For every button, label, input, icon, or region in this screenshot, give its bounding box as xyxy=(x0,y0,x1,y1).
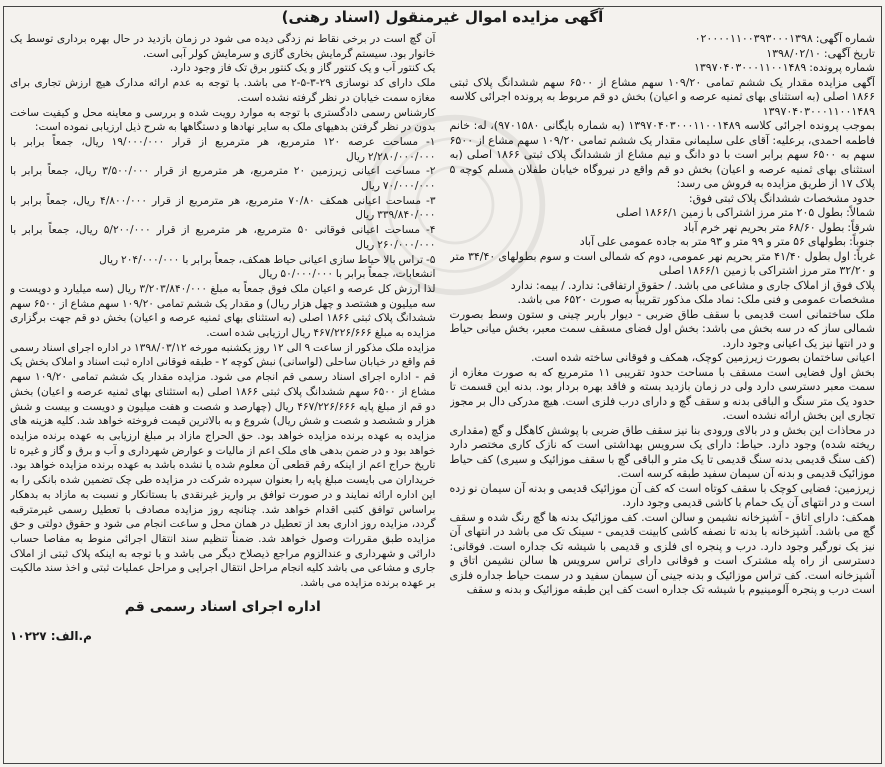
paragraph: بموجب پرونده اجرائی کلاسه ۱۳۹۷۰۴۰۳۰۰۰۱۱۰۰۱۴۸۹ (به شماره بایگانی ۹۷۰۱۵۸۰)، له: خانم فاطمه احمدی، برعلیه: آقای علی سلیمانی مقدار یک ششم تمامی ۱۰۹/۲۰ سهم مشاع از ۶۵۰۰ سهم به ۶۵۰۰ سهم برابر است با دو دانگ و نیم مشاع از ششدانگ پلاک ثبتی ۱۸۶۶ اصلی (به استثنای بهای ثمنیه عرصه و اعیان) بخش دو قم واقع در نیروگاه خیابان طفلان مسلم کوچه ۵ پلاک ۱۷ از طریق مزایده به فروش می رسد: xyxy=(449,119,875,190)
right-column xyxy=(450,32,876,759)
paragraph: بخش اول فضایی است مسقف با مساحت حدود تقریبی ۱۱ مترمربع که به صورت مغازه از سمت معبر دسترسی دارد ولی در زمان بازدید بسته و فاقد بهره بردار بود. بدنه این قسمت تا حدود یک متر سنگ و الباقی بدنه و سقف گچ و دارای درب فلزی است. هیچ مدرکی دال بر مجوز تجاری این بخش ارائه نشده است. xyxy=(449,365,875,422)
reference-number: م.الف: ۱۰۲۲۷ xyxy=(10,628,92,643)
valuation-item: ۲- مساحت اعیانی زیرزمین ۲۰ مترمربع، هر مترمربع از قرار ۳/۵۰۰/۰۰۰ ریال، جمعاً برابر با ۷۰/۰۰۰/۰۰۰ ریال xyxy=(10,165,436,193)
ad-date: تاریخ آگهی: ۱۳۹۸/۰۲/۱۰ xyxy=(766,46,875,60)
valuation-item: ۱- مساحت عرصه ۱۲۰ مترمربع، هر مترمربع از قرار ۱۹/۰۰۰/۰۰۰ ریال، جمعاً برابر با ۲/۲۸۰/۰۰۰/۰۰۰ ریال xyxy=(10,135,436,163)
paragraph: کارشناس رسمی دادگستری با توجه به موارد رویت شده و بررسی و معاینه محل و کیفیت ساخت بدون در نظر گرفتن بدهیهای ملک به سایر نهادها و دستگاهها به شرح ذیل ارزیابی نموده است: xyxy=(10,106,436,134)
left-column xyxy=(10,32,436,759)
paragraph: مشخصات عمومی و فنی ملک: نماد ملک مذکور تقریباً به صورت ۶۵۲۰ می باشد. xyxy=(517,293,875,306)
paragraph: آگهی مزایده مقدار یک ششم تمامی ۱۰۹/۲۰ سهم مشاع از ۶۵۰۰ سهم ششدانگ پلاک ثبتی ۱۸۶۶ اصلی (به استثنای بهای ثمنیه عرصه و اعیان) بخش دو قم مربوط به پرونده اجرائی کلاسه ۱۳۹۷۰۴۰۳۰۰۰۱۱۰۰۱۴۸۹ xyxy=(449,75,875,118)
valuation-item: انشعابات، جمعاً برابر با ۵۰/۰۰۰/۰۰۰ ریال xyxy=(258,268,436,281)
paragraph: شمالاً: بطول ۲۰۵ متر مرز اشتراکی با زمین ۱۸۶۶/۱ اصلی xyxy=(616,206,875,219)
paragraph: لذا ارزش کل عرصه و اعیان ملک فوق جمعاً به مبلغ ۳/۲۰۳/۸۴۰/۰۰۰ ریال (سه میلیارد و دویست و سه میلیون و هشتصد و چهل هزار ریال) و مقدار یک ششم تمامی ۱۰۹/۲۰ سهم مشاع از ۶۵۰۰ سهم ششدانگ پلاک ثبتی ۱۸۶۶ اصلی (به استثنای بهای ثمنیه عرصه و اعیان) بخش دو قم جهت برگزاری مزایده به مبلغ ۴۶۷/۲۲۶/۶۶۶ ریال ارزیابی شده است. xyxy=(10,282,436,340)
paragraph: غرباً: اول بطول ۴۱/۴۰ متر بحریم نهر عمومی، دوم که شمالی است و سوم بطولهای ۳۴/۴۰ متر و ۳۲/۲۰ متر مرز اشتراکی با زمین ۱۸۶۶/۱ اصلی xyxy=(449,249,875,277)
valuation-item: ۴- مساحت اعیانی فوقانی ۵۰ مترمربع، هر مترمربع از قرار ۵/۲۰۰/۰۰۰ ریال، جمعاً برابر با ۲۶۰/۰۰۰/۰۰۰ ریال xyxy=(10,224,436,251)
paragraph: جنوباً: بطولهای ۵۶ متر و ۹۹ متر و ۹۳ متر به جاده عمومی علی آباد xyxy=(579,235,875,248)
paragraph: ملک ساختمانی است قدیمی با سقف طاق ضربی - دیوار باربر چینی و ستون وسط بصورت شمالی ساز که در سه بخش می باشد: بخش اول فضای مسقف سمت معبر، بخش میانی حیاط و در انتها نیز یک اعیانی وجود دارد. xyxy=(449,307,875,350)
paragraph: حدود مشخصات ششدانگ پلاک ثبتی فوق: xyxy=(688,191,875,205)
paragraph: اعیانی ساختمان بصورت زیرزمین کوچک، همکف و فوقانی ساخته شده است. xyxy=(531,351,875,364)
paragraph: ملک دارای کد نوسازی ۲۹-۳-۵-۲ می باشد. با توجه به عدم ارائه مدارک هیچ ارزش تجاری برای مغازه سمت خیابان در نظر گرفته نشده است. xyxy=(10,77,436,104)
case-number: شماره پرونده: ۱۳۹۷۰۴۰۳۰۰۰۱۱۰۰۱۴۸۹ xyxy=(693,61,875,74)
paragraph: در محاذات این بخش و در بالای ورودی بنا نیز سقف طاق ضربی با پوشش کاهگل و گچ (مقداری ریخته شده) وجود دارد. حیاط: دارای یک سرویس بهداشتی است که نازک کاری مختصر دارد (کف سنگ قدیمی بدنه سنگ قدیمی تا یک متر و الباقی گچ با سقف موزائیک و سیری) کف حیاط موزائیک قدیمی و بدنه آن سیمان سفید طبقه کرسه است. xyxy=(449,423,875,480)
paragraph: پلاک فوق از املاک جاری و مشاعی می باشد. / حقوق ارتفاقی: ندارد. / بیمه: ندارد xyxy=(510,278,875,292)
valuation-item: ۵- تراس بالا حیاط سازی اعیانی حیاط همکف، جمعاً برابر با ۲۰۴/۰۰۰/۰۰۰ ریال xyxy=(99,253,436,266)
issuing-office: اداره اجرای اسناد رسمی قم xyxy=(124,598,321,615)
page-title: آگهی مزایده اموال غیرمنقول (اسناد رهنی) xyxy=(281,8,604,26)
paragraph: آن گچ است در برخی نقاط نم زدگی دیده می شود در زمان بازدید در حال بهره برداری توسط یک خانوار بود. سیستم گرمایش بخاری گازی و سرمایش کولر آبی است. xyxy=(10,33,436,60)
paragraph: یک کنتور آب و یک کنتور گاز و یک کنتور برق تک فاز وجود دارد. xyxy=(169,62,436,75)
paragraph: شرقاً: بطول ۶۸/۶۰ متر بحریم نهر خرم آباد xyxy=(683,220,875,234)
valuation-item: ۳- مساحت اعیانی همکف ۷۰/۸۰ مترمربع، هر مترمربع از قرار ۴/۸۰۰/۰۰۰ ریال، جمعاً برابر با ۳۳۹/۸۴۰/۰۰۰ ریال xyxy=(10,194,436,222)
paragraph: زیرزمین: فضایی کوچک با سقف کوتاه است که کف آن موزائیک قدیمی و بدنه آن سیمان نو زده است و در انتهای آن یک حمام با کاشی قدیمی وجود دارد. xyxy=(449,481,875,509)
paragraph: مزایده ملک مذکور از ساعت ۹ الی ۱۲ روز یکشنبه مورخه ۱۳۹۸/۰۳/۱۲ در اداره اجرای اسناد رسمی قم واقع در خیابان ساحلی (لواسانی) نبش کوچه ۲ - طبقه فوقانی اداره ثبت اسناد و املاک بخش یک قم - اداره اجرای اسناد رسمی قم انجام می شود. مزایده مقدار یک ششم تمامی ۱۰۹/۲۰ سهم مشاع از ۶۵۰۰ سهم ششدانگ پلاک ثبتی ۱۸۶۶ اصلی (به استثنای بهای ثمنیه عرصه و اعیان) بخش دو قم از مبلغ پایه ۴۶۷/۲۲۶/۶۶۶ ریال (چهارصد و شصت و هفت میلیون و دویست و بیست و شش هزار و ششصد و شصت و شش ریال) شروع و به بالاترین قیمت فروخته خواهد شد. کلیه هزینه های مزایده به عهده برنده مزایده خواهد بود. حق الحراج مازاد بر مبلغ ارزیابی به عهده برنده مزایده خواهد بود و در ضمن بدهی های ملک اعم از مالیات و عوارض شهرداری و آب و برق و گاز و غیره تا تاریخ حراج اعم از اینکه رقم قطعی آن معلوم شده یا نشده باشد به عهده برنده مزایده خواهد بود. خریداران می بایست مبلغ پایه را بعنوان سپرده شرکت در مزایده طی چک تضمین شده بانکی را به این اداره ارائه نمایند و در صورت توافق بر واریز غیرنقدی با بستانکار و نسبت به مازاد به بدهکار براساس توافق کتبی اقدام خواهد شد. چنانچه روز مزایده مصادف با تعطیل رسمی غیرمترقبه گردد، مزایده روز اداری بعد از تعطیل در همان محل و ساعت انجام می شود و حقوق دولتی و حق مزایده طبق مقررات وصول خواهد شد. ضمناً تنظیم سند انتقال اجرائی منوط به مفاصا حساب دارائی و شهرداری و عندالزوم مراجع ذیصلاح دیگر می باشد و با توجه به اینکه پلاک ثبتی از املاک جاری و مشاعی می باشد کلیه انجام مراحل انتقال اجرایی و مراحل عملیات ثبتی و اخذ سند مالکیت بر عهده برنده مزایده می باشد. xyxy=(10,341,436,590)
paragraph: همکف: دارای اتاق - آشپزخانه نشیمن و سالن است. کف موزائیک بدنه ها گچ رنگ شده و سقف گچ می باشد. آشپزخانه با بدنه تا نصفه کاشی کابینت قدیمی - سینک تک می باشد در انتهای آن نیز یک نورگیر وجود دارد. درب و پنجره ای فلزی و قدیمی با شیشه تک جداره است. فوقانی: دسترسی از راه پله مشترک است و فوقانی دارای تراس سرویس ها سالن نشیمن اتاق و آشپزخانه است. کف تراس موزائیک و بدنه جینی آن سیمان سفید و در سمت حیاط جداره فلزی است درب و پنجره آلومینیوم با شیشه تک جداره است کف این طبقه موزائیک و بدنه و سقف xyxy=(449,510,875,596)
ad-number: شماره آگهی: ۰۲۰۰۰۰۱۱۰۰۳۹۳۰۰۰۱۳۹۸ xyxy=(694,32,875,45)
